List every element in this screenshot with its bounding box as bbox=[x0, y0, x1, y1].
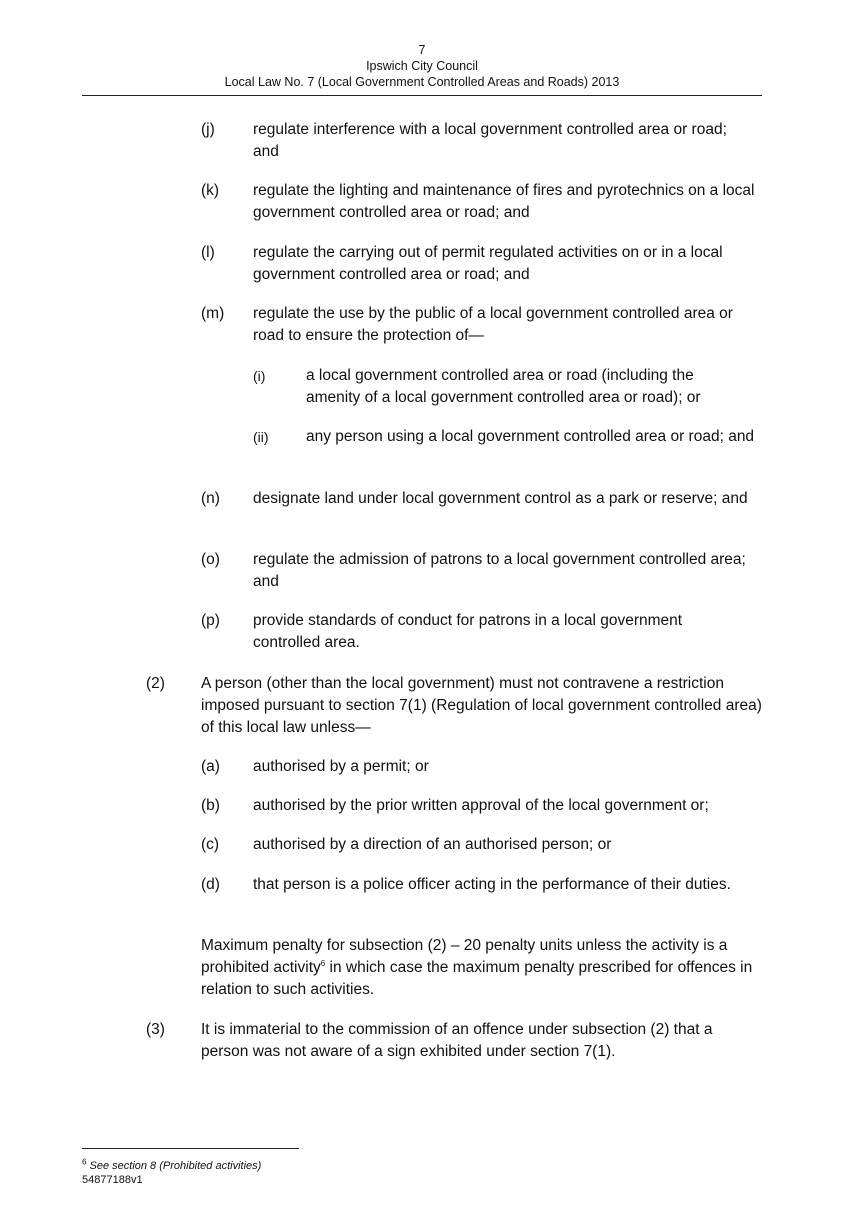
header-divider bbox=[82, 95, 762, 96]
subitem-text-ii: any person using a local government controlled area or road; and bbox=[306, 428, 755, 445]
document-title: Local Law No. 7 (Local Government Controlled Areas and Roads) 2013 bbox=[224, 75, 620, 89]
penalty-paragraph bbox=[201, 935, 771, 1001]
sub2-item-text-c: authorised by a direction of an authorised person; or bbox=[253, 836, 612, 853]
sub2-item-label-b: (b) bbox=[201, 797, 220, 814]
subsection-2-label: (2) bbox=[146, 675, 165, 692]
item-text-j: regulate interference with a local government controlled area or road; and bbox=[253, 121, 727, 160]
organisation-name: Ipswich City Council bbox=[366, 59, 478, 73]
subitem-label-i: (i) bbox=[253, 368, 266, 384]
page-header bbox=[82, 42, 762, 90]
footnote-number: 6 bbox=[82, 1157, 87, 1167]
sub2-item-text-a: authorised by a permit; or bbox=[253, 758, 429, 775]
penalty-text-after: in which case the maximum penalty prescribed for offences in relation to such activities. bbox=[201, 959, 753, 998]
subsection-3-label: (3) bbox=[146, 1021, 165, 1038]
item-label-o: (o) bbox=[201, 551, 220, 568]
item-text-l: regulate the carrying out of permit regulated activities on or in a local government controlled area or road; and bbox=[253, 244, 723, 283]
item-text-m: regulate the use by the public of a local government controlled area or road to ensure the protection of— bbox=[253, 305, 733, 344]
sub2-item-label-a: (a) bbox=[201, 758, 220, 775]
sub2-item-text-d: that person is a police officer acting in the performance of their duties. bbox=[253, 876, 731, 893]
item-label-k: (k) bbox=[201, 182, 220, 199]
page-number: 7 bbox=[418, 43, 426, 57]
item-text-p: provide standards of conduct for patrons in a local government controlled area. bbox=[253, 612, 683, 651]
sub2-item-text-b: authorised by the prior written approval of the local government or; bbox=[253, 797, 709, 814]
item-text-o: regulate the admission of patrons to a local government controlled area; and bbox=[253, 551, 746, 590]
footnote-divider bbox=[82, 1148, 299, 1149]
item-label-m: (m) bbox=[201, 305, 225, 322]
footnote-reference[interactable]: 6 bbox=[320, 958, 326, 968]
item-label-n: (n) bbox=[201, 490, 220, 507]
subitem-label-ii: (ii) bbox=[253, 429, 269, 445]
item-text-n: designate land under local government control as a park or reserve; and bbox=[253, 490, 748, 507]
item-label-l: (l) bbox=[201, 244, 215, 261]
subitem-text-i: a local government controlled area or road (including the amenity of a local government controlled area or road); or bbox=[306, 367, 701, 406]
document-id: 54877188v1 bbox=[82, 1174, 143, 1186]
penalty-text-before: Maximum penalty for subsection (2) – 20 penalty units unless the activity is a prohibited activity bbox=[201, 937, 728, 976]
item-text-k: regulate the lighting and maintenance of fires and pyrotechnics on a local government controlled area or road; and bbox=[253, 182, 755, 221]
subsection-2-text: A person (other than the local government) must not contravene a restriction imposed pursuant to section 7(1) (Regulation of local government controlled area) of this local law unless— bbox=[201, 675, 762, 736]
sub2-item-label-d: (d) bbox=[201, 876, 220, 893]
subsection-3-text: It is immaterial to the commission of an offence under subsection (2) that a person was not aware of a sign exhibited under section 7(1). bbox=[201, 1021, 713, 1060]
item-label-j: (j) bbox=[201, 121, 215, 138]
footnote bbox=[82, 1159, 261, 1187]
footnote-text: See section 8 (Prohibited activities) bbox=[89, 1160, 262, 1172]
item-label-p: (p) bbox=[201, 612, 220, 629]
sub2-item-label-c: (c) bbox=[201, 836, 220, 853]
